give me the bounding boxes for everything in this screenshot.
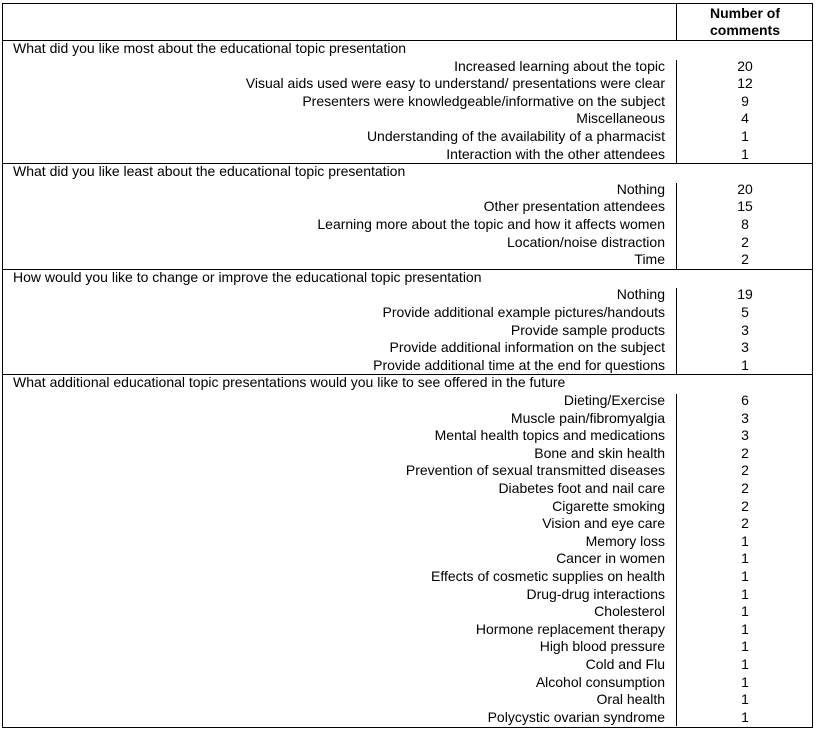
section-question: How would you like to change or improve the educational topic presentation: [13, 268, 482, 285]
comment-count: 2: [741, 462, 749, 479]
comment-count: 20: [737, 57, 753, 74]
comment-count: 2: [741, 444, 749, 461]
table-row: [3, 674, 812, 692]
table-row: [3, 146, 812, 164]
comment-count: 1: [741, 550, 749, 567]
comment-count: 1: [741, 128, 749, 144]
column-divider: [676, 288, 677, 374]
comments-table: [2, 3, 813, 728]
column-divider: [676, 183, 677, 269]
comment-label: Alcohol consumption: [535, 673, 665, 690]
comment-label: Drug-drug interactions: [526, 585, 665, 602]
table-row: [3, 110, 812, 128]
table-row: [3, 410, 812, 428]
header-divider: [676, 4, 677, 40]
comment-label: Provide sample products: [510, 321, 665, 338]
comment-count: 3: [741, 321, 749, 338]
comment-count: 2: [741, 515, 749, 532]
comment-label: Other presentation attendees: [483, 198, 665, 215]
comment-count: 1: [741, 532, 749, 549]
table-row: [3, 181, 812, 199]
comment-count: 12: [737, 75, 753, 92]
comment-label: Miscellaneous: [576, 110, 665, 127]
section-question: What did you like least about the educational topic presentation: [13, 163, 406, 180]
table-row: [3, 638, 812, 656]
comment-label: Location/noise distraction: [507, 233, 665, 250]
comment-count: 2: [741, 480, 749, 496]
comment-count: 20: [737, 180, 753, 197]
comment-label: Visual aids used were easy to understand/ presentations were clear: [245, 75, 665, 92]
comment-label: Cholesterol: [594, 603, 665, 620]
count-header-line2: comments: [709, 22, 781, 38]
table-row: [3, 322, 812, 340]
table-row: [3, 128, 812, 146]
section-question-row: [3, 40, 812, 58]
section-question: What did you like most about the educational topic presentation: [13, 40, 407, 56]
comment-label: Provide additional example pictures/handouts: [382, 304, 665, 320]
comment-count: 1: [741, 603, 749, 620]
comment-label: Hormone replacement therapy: [475, 620, 665, 637]
table-row: [3, 304, 812, 322]
comment-label: Cold and Flu: [585, 656, 665, 672]
table-row: [3, 709, 812, 727]
comment-label: Prevention of sexual transmitted diseases: [405, 462, 665, 479]
table-row: [3, 691, 812, 709]
table-row: [3, 93, 812, 111]
table-row: [3, 462, 812, 480]
count-header-line1: Number of: [710, 5, 780, 21]
comment-count: 8: [741, 216, 749, 232]
table-row: [3, 234, 812, 252]
comment-label: Learning more about the topic and how it affects women: [317, 216, 665, 232]
table-row: [3, 198, 812, 216]
comment-label: Vision and eye care: [542, 515, 665, 532]
table-row: [3, 550, 812, 568]
comment-label: Cancer in women: [556, 550, 665, 567]
comment-label: Time: [634, 251, 665, 268]
comment-label: Increased learning about the topic: [454, 57, 665, 74]
comment-count: 2: [741, 233, 749, 250]
comment-label: Diabetes foot and nail care: [498, 480, 665, 496]
table-row: [3, 621, 812, 639]
column-divider: [676, 60, 677, 164]
table-row: [3, 515, 812, 533]
comment-label: Provide additional information on the subject: [389, 339, 665, 356]
table-row: [3, 498, 812, 516]
table-row: [3, 656, 812, 674]
table-row: [3, 339, 812, 357]
section-question-row: [3, 374, 812, 392]
comment-count: 9: [741, 92, 749, 109]
comment-label: Dieting/Exercise: [563, 392, 665, 408]
table-row: [3, 58, 812, 76]
comment-count: 19: [737, 286, 753, 303]
comment-label: Effects of cosmetic supplies on health: [431, 568, 665, 584]
comment-count: 5: [741, 304, 749, 320]
section-question: What additional educational topic presentations would you like to see offered in the future: [13, 374, 566, 391]
table-row: [3, 286, 812, 304]
comment-label: Cigarette smoking: [552, 497, 665, 514]
comment-count: 1: [741, 620, 749, 637]
table-row: [3, 533, 812, 551]
table-row: [3, 251, 812, 269]
comment-count: 1: [741, 691, 749, 708]
comment-count: 1: [741, 568, 749, 584]
comment-count: 1: [741, 656, 749, 672]
comment-count: 1: [741, 145, 749, 162]
table-row: [3, 480, 812, 498]
comment-label: Polycystic ovarian syndrome: [487, 708, 665, 725]
table-row: [3, 568, 812, 586]
table-row: [3, 357, 812, 375]
comment-label: Mental health topics and medications: [434, 427, 665, 444]
comment-label: Nothing: [616, 286, 665, 303]
table-row: [3, 603, 812, 621]
comment-label: Bone and skin health: [534, 444, 665, 461]
table-row: [3, 216, 812, 234]
comment-label: Interaction with the other attendees: [446, 145, 665, 162]
comment-label: High blood pressure: [539, 638, 665, 655]
comment-count: 2: [741, 497, 749, 514]
comment-label: Muscle pain/fibromyalgia: [510, 409, 665, 426]
comment-count: 1: [741, 638, 749, 655]
comment-label: Memory loss: [585, 532, 665, 549]
comment-count: 3: [741, 427, 749, 444]
comment-label: Oral health: [596, 691, 665, 708]
comment-label: Nothing: [616, 180, 665, 197]
comment-label: Provide additional time at the end for questions: [373, 356, 665, 373]
table-row: [3, 427, 812, 445]
comment-count: 3: [741, 339, 749, 356]
section-question-row: [3, 269, 812, 287]
comment-count: 6: [741, 392, 749, 408]
table-row: [3, 75, 812, 93]
comment-count: 3: [741, 409, 749, 426]
comment-count: 1: [741, 585, 749, 602]
comment-count: 1: [741, 673, 749, 690]
comment-count: 4: [741, 110, 749, 127]
comment-count: 1: [741, 708, 749, 725]
column-divider: [676, 394, 677, 726]
comment-count: 2: [741, 251, 749, 268]
section-question-row: [3, 163, 812, 181]
comment-count: 15: [737, 198, 753, 215]
comment-count: 1: [741, 356, 749, 373]
table-row: [3, 445, 812, 463]
table-row: [3, 392, 812, 410]
comment-label: Presenters were knowledgeable/informative on the subject: [302, 92, 665, 109]
comment-label: Understanding of the availability of a pharmacist: [366, 128, 665, 144]
count-column-header: [678, 4, 812, 41]
table-row: [3, 586, 812, 604]
